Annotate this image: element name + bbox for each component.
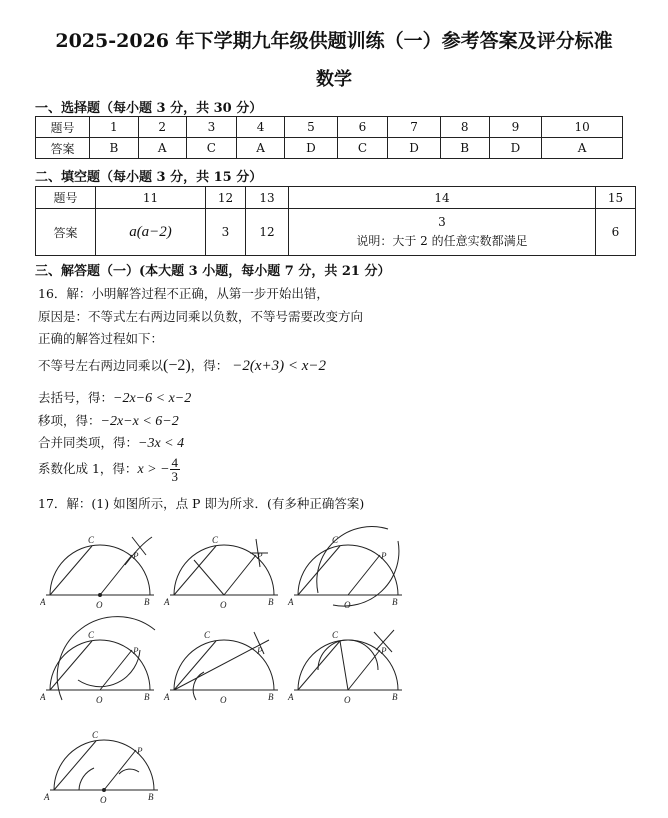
label-p: P (137, 746, 143, 756)
row-label: 答案 (36, 209, 96, 256)
label-c: C (212, 535, 219, 545)
figure-5 (163, 630, 278, 705)
label-c: C (332, 535, 339, 545)
cell: 10 (542, 117, 623, 138)
cell: B (440, 138, 489, 159)
label-p: P (257, 646, 263, 656)
cell: A (237, 138, 285, 159)
figure-7 (43, 730, 158, 805)
cell: B (90, 138, 139, 159)
label-o: O (96, 600, 103, 610)
cell: 1 (90, 117, 139, 138)
step3-text: 移项，得： (38, 413, 101, 428)
label-a: A (44, 792, 50, 802)
cell: 5 (285, 117, 338, 138)
label-p: P (381, 551, 387, 561)
q16-step4 (38, 433, 184, 452)
label-a: A (164, 597, 170, 607)
row-label: 答案 (36, 138, 90, 159)
answer-14-value: 3 (438, 215, 446, 229)
label-o: O (344, 695, 351, 705)
fraction-numerator: 4 (171, 455, 179, 470)
label-p: P (381, 646, 387, 656)
label-p: P (133, 646, 139, 656)
figure-1 (40, 535, 154, 610)
step3-math: −2x−x < 6−2 (100, 414, 179, 429)
step5-math: x > − (137, 462, 170, 477)
label-b: B (392, 692, 398, 702)
point-dot (103, 789, 106, 792)
cell: 12 (206, 187, 246, 209)
row-label: 题号 (36, 117, 90, 138)
label-o: O (344, 600, 351, 610)
label-b: B (268, 692, 274, 702)
section1-heading: 一、选择题（每小题 3 分，共 30 分） (35, 101, 263, 116)
answer-13: 12 (246, 209, 289, 256)
q16-step2 (38, 388, 191, 407)
cell: 8 (440, 117, 489, 138)
figure-3 (287, 527, 402, 610)
q16-line1: 16．解：小明解答过程不正确，从第一步开始出错， (38, 286, 329, 301)
figure-2 (163, 535, 278, 610)
label-o: O (220, 695, 227, 705)
label-c: C (92, 730, 99, 740)
fill-answer-table (35, 186, 636, 256)
fill-number-row (36, 187, 636, 209)
label-o: O (220, 600, 227, 610)
label-a: A (164, 692, 170, 702)
q16-line3: 正确的解答过程如下： (38, 331, 164, 346)
cell: D (285, 138, 338, 159)
cell: 11 (96, 187, 206, 209)
step4-math: −3x < 4 (138, 436, 185, 451)
answer-14-note: 说明：大于 2 的任意实数都满足 (356, 234, 528, 248)
cell: D (489, 138, 542, 159)
step5-fraction (170, 456, 181, 483)
section2-heading: 二、填空题（每小题 3 分，共 15 分） (35, 170, 263, 185)
answer-15: 6 (596, 209, 636, 256)
answer-11: a(a−2) (96, 209, 206, 256)
q17-line1: 17．解：(1) 如图所示，点 P 即为所求．(有多种正确答案) (38, 496, 365, 511)
cell: D (388, 138, 441, 159)
cell: 9 (489, 117, 542, 138)
step2-text: 去括号，得： (38, 390, 114, 405)
cell: 15 (596, 187, 636, 209)
label-b: B (144, 597, 150, 607)
label-c: C (204, 630, 211, 640)
step5-text: 系数化成 1，得： (38, 461, 138, 476)
label-a: A (288, 692, 294, 702)
cell: 2 (138, 117, 186, 138)
label-c: C (88, 535, 95, 545)
label-b: B (268, 597, 274, 607)
q16-line2: 原因是：不等式左右两边同乘以负数，不等号需要改变方向 (38, 309, 364, 324)
point-dot (99, 594, 102, 597)
figure-6 (287, 630, 402, 705)
step4-text: 合并同类项，得： (38, 435, 139, 450)
cell: A (138, 138, 186, 159)
label-a: A (40, 597, 46, 607)
cell: C (337, 138, 387, 159)
cell: 13 (246, 187, 289, 209)
step1-text: 不等号左右两边同乘以 (38, 358, 164, 373)
page-title: 2025-2026 年下学期九年级供题训练（一）参考答案及评分标准 (55, 30, 613, 52)
row-label: 题号 (36, 187, 96, 209)
label-a: A (40, 692, 46, 702)
q16-step5 (38, 456, 180, 483)
cell: 3 (186, 117, 236, 138)
figure-4 (40, 617, 155, 705)
cell: C (186, 138, 236, 159)
choice-answer-row (36, 138, 623, 159)
cell: 6 (337, 117, 387, 138)
step1-math: −2(x+3) < x−2 (232, 358, 326, 374)
answer-12: 3 (206, 209, 246, 256)
fraction-denominator: 3 (171, 469, 179, 484)
q16-step1 (38, 356, 326, 375)
label-b: B (144, 692, 150, 702)
cell: 4 (237, 117, 285, 138)
choice-number-row (36, 117, 623, 138)
label-b: B (392, 597, 398, 607)
label-b: B (148, 792, 154, 802)
cell: 7 (388, 117, 441, 138)
section3-heading: 三、解答题（一）(本大题 3 小题，每小题 7 分，共 21 分） (35, 264, 391, 279)
q16-step3 (38, 411, 179, 430)
label-p: P (133, 551, 139, 561)
label-o: O (100, 795, 107, 805)
step1-mid: ，得： (190, 358, 229, 373)
label-p: P (257, 551, 263, 561)
fill-answer-row (36, 209, 636, 256)
label-o: O (96, 695, 103, 705)
cell: A (542, 138, 623, 159)
step1-factor: (−2) (163, 357, 191, 374)
label-a: A (288, 597, 294, 607)
label-c: C (332, 630, 339, 640)
step2-math: −2x−6 < x−2 (113, 391, 192, 406)
label-c: C (88, 630, 95, 640)
choice-answer-table (35, 116, 623, 159)
subject-title: 数学 (316, 69, 352, 90)
construction-figures (40, 515, 420, 815)
cell: 14 (289, 187, 596, 209)
answer-14 (289, 209, 596, 256)
